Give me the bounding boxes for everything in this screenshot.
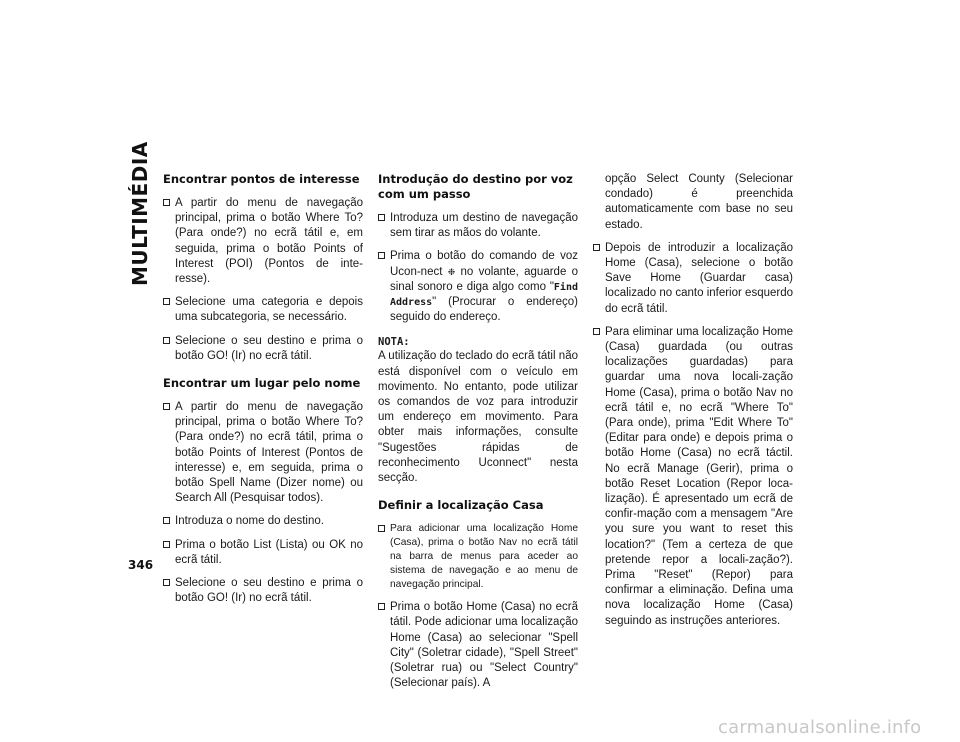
list-item: Selecione o seu destino e prima o botão GO! (Ir) no ecrã tátil. <box>163 334 363 364</box>
checkbox-bullet-icon <box>593 244 600 251</box>
heading-find-poi: Encontrar pontos de interesse <box>163 172 360 186</box>
heading-set-home: Definir a localização Casa <box>378 498 544 513</box>
list-item: Selecione uma categoria e depois uma subcategoria, se necessário. <box>163 295 363 325</box>
page-number: 346 <box>128 558 154 572</box>
voice-command-icon: ❉ <box>447 266 456 277</box>
note-title: NOTA: <box>378 336 410 349</box>
list-item: A partir do menu de navegação principal, prima o botão Where To? (Para onde?) no ecrã tátil e, em seguida, prima o botão Points of Interest (POI) (Pontos de inte-resse). <box>163 196 363 287</box>
checkbox-bullet-icon <box>163 199 170 206</box>
heading-one-step-voice: Introdução do destino por voz com um passo <box>378 172 573 201</box>
list-item: Prima o botão List (Lista) ou OK no ecrã tátil. <box>163 538 363 568</box>
list-item: Selecione o seu destino e prima o botão GO! (Ir) no ecrã tátil. <box>163 576 363 606</box>
list-item: A partir do menu de navegação principal, prima o botão Where To? (Para onde?) no ecrã tátil, prima o botão Points of Interest (Pontos de interesse) e, em seguida, prima o botão Spell Name (Dizer nome) ou Search All (Pesquisar todos). <box>163 400 363 506</box>
column-3 <box>593 172 793 637</box>
list-item: Depois de introduzir a localização Home (Casa), selecione o botão Save Home (Guardar casa) localizado no canto inferior esquerdo do ecrã tátil. <box>593 241 793 317</box>
checkbox-bullet-icon <box>163 403 170 410</box>
heading-find-by-name: Encontrar um lugar pelo nome <box>163 376 361 391</box>
column-1 <box>163 172 363 614</box>
list-item: Introduza o nome do destino. <box>163 514 363 529</box>
checkbox-bullet-icon <box>378 525 385 532</box>
checkbox-bullet-icon <box>163 517 170 524</box>
list-item: Para adicionar uma localização Home (Casa), prima o botão Nav no ecrã tátil na barra de menus para aceder ao sistema de navegação e ao menu de navegação principal. <box>378 522 578 592</box>
list-item: Prima o botão do comando de voz Ucon-nect ❉ no volante, aguarde o sinal sonoro e diga algo como "Find Address" (Procurar o endereço) seguido do endereço. <box>378 249 578 325</box>
list-item: Prima o botão Home (Casa) no ecrã tátil. Pode adicionar uma localização Home (Casa) ao selecionar "Spell City" (Soletrar cidade), "Spell Street" (Soletrar rua) ou "Select Country" (Selecionar país). A <box>378 600 578 691</box>
checkbox-bullet-icon <box>163 541 170 548</box>
column-2 <box>378 172 578 699</box>
checkbox-bullet-icon <box>378 252 385 259</box>
footer-watermark: carmanualsonline.info <box>718 717 922 738</box>
section-label: MULTIMÉDIA <box>128 141 152 286</box>
checkbox-bullet-icon <box>378 214 385 221</box>
checkbox-bullet-icon <box>163 298 170 305</box>
list-item-continuation: opção Select County (Selecionar condado) é preenchida automaticamente com base no seu estado. <box>605 173 793 231</box>
checkbox-bullet-icon <box>163 337 170 344</box>
list-item: Introduza um destino de navegação sem tirar as mãos do volante. <box>378 211 578 241</box>
list-item: Para eliminar uma localização Home (Casa) guardada (ou outras localizações guardadas) para guardar uma nova locali-zação Home (Casa), prima o botão Nav no ecrã tátil e, no ecrã "Where To" (Para onde), prima "Edit Where To" (Editar para onde) e depois prima o botão Home (Casa) no ecrã táctil. No ecrã Manage (Gerir), prima o botão Reset Location (Repor loca-lização). É apresentado um ecrã de confir-mação com a mensagem "Are you sure you want to reset this location?" (Tem a certeza de que pretende repor a locali-zação?). Prima "Reset" (Repor) para confirmar a eliminação. Defina uma nova localização Home (Casa) seguindo as instruções anteriores. <box>593 325 793 629</box>
note-text: A utilização do teclado do ecrã tátil não está disponível com o veículo em movimento. No entanto, pode utilizar os comandos de voz para introduzir um endereço em movimento. Para obter mais informações, consulte "Sugestões rápidas de reconhecimento Uconnect" nesta secção. <box>378 350 578 485</box>
checkbox-bullet-icon <box>593 328 600 335</box>
checkbox-bullet-icon <box>163 579 170 586</box>
checkbox-bullet-icon <box>378 603 385 610</box>
